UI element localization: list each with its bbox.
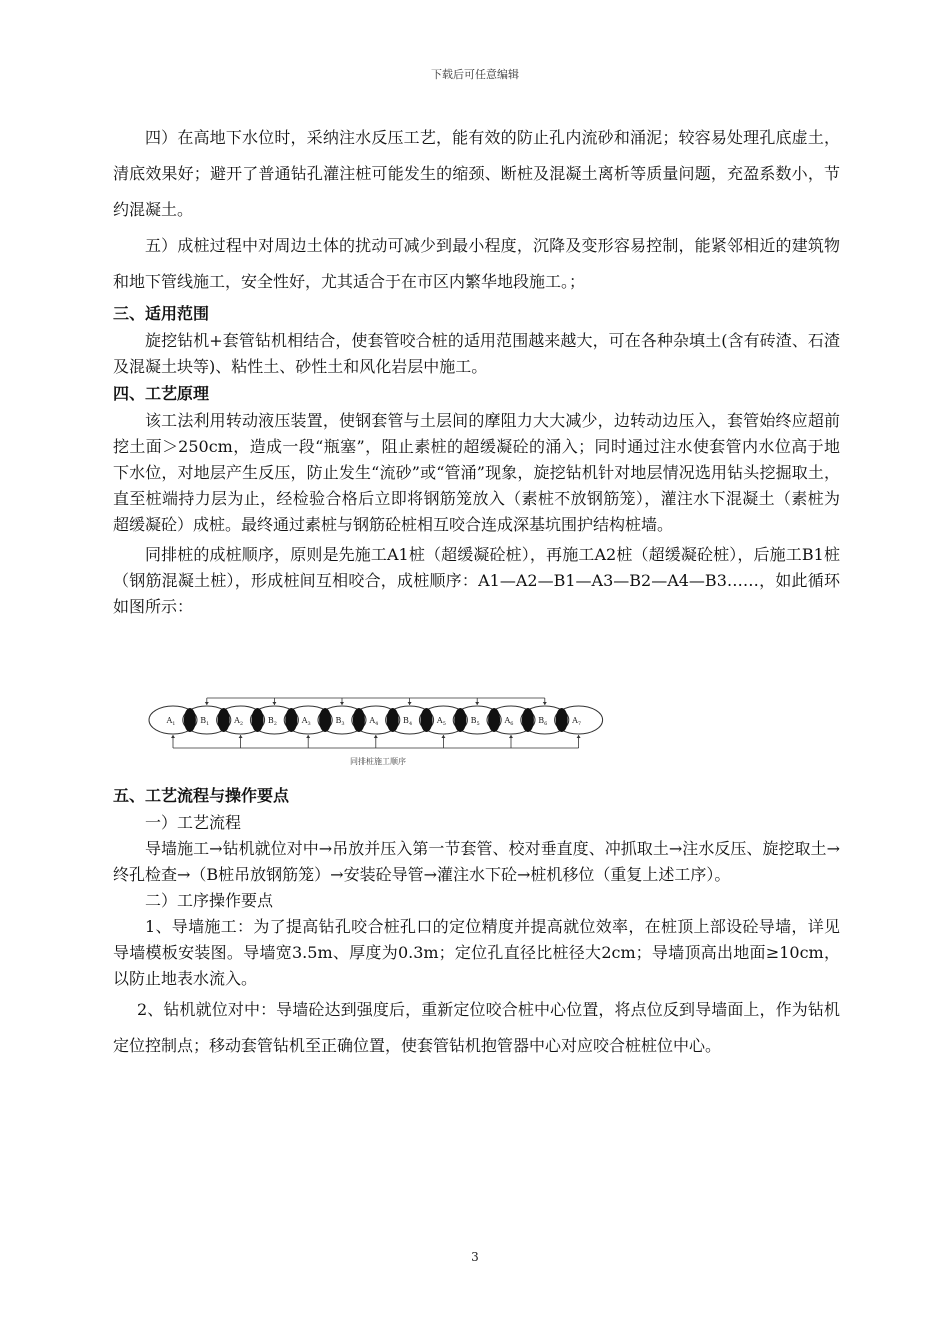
pile-label: $A_6$ bbox=[504, 716, 514, 727]
arrowhead bbox=[475, 702, 479, 705]
paragraph-principle: 该工法利用转动液压装置，使钢套管与土层间的摩阻力大大减少，边转动边压入，套管始终应超前挖土面＞250cm，造成一段“瓶塞”，阻止素桩的超缓凝砼的涌入；同时通过注水使套管内水位高于地下水位，对地层产生反压，防止发生“流砂”或“管涌”现象，旋挖钻机针对地层情况选用钻头挖掘取土，直至桩端持力层为止，经检验合格后立即将钢筋笼放入（素桩不放钢筋笼），灌注水下混凝土（素桩为超缓凝砼）成桩。最终通过素桩与钢筋砼桩相互咬合连成深基坑围护结构桩墙。 bbox=[113, 411, 840, 534]
overlap-mark bbox=[353, 708, 365, 732]
pile-label: $B_3$ bbox=[335, 716, 345, 727]
overlap-mark bbox=[285, 708, 297, 732]
pile-label: $A_7$ bbox=[572, 716, 582, 727]
pile-label: $A_4$ bbox=[369, 716, 379, 727]
paragraph-ops-2: 2、钻机就位对中：导墙砼达到强度后，重新定位咬合桩中心位置，将点位反到导墙面上，作为钻机定位控制点；移动套管钻机至正确位置，使套管钻机抱管器中心对应咬合桩桩位中心。 bbox=[113, 1000, 840, 1055]
arrowhead bbox=[205, 702, 209, 705]
paragraph-flow: 导墙施工→钻机就位对中→吊放并压入第一节套管、校对垂直度、冲抓取土→注水反压、旋挖取土→终孔检查→（B桩吊放钢筋笼）→安装砼导管→灌注水下砼→桩机移位（重复上述工序）。 bbox=[113, 839, 840, 884]
overlap-mark bbox=[218, 708, 230, 732]
overlap-mark bbox=[319, 708, 331, 732]
paragraph-four: 四）在高地下水位时，采纳注水反压工艺，能有效的防止孔内流砂和涌泥；较容易处理孔底虚土，清底效果好；避开了普通钻孔灌注桩可能发生的缩颈、断桩及混凝土离析等质量问题，充盈系数小，节约混凝土。 bbox=[113, 128, 840, 219]
paragraph-ops-1: 1、导墙施工：为了提高钻孔咬合桩孔口的定位精度并提高就位效率，在桩顶上部设砼导墙，详见导墙模板安装图。导墙宽3.5m、厚度为0.3m；定位孔直径比桩径大2cm；导墙顶高出地面≥10cm，以防止地表水流入。 bbox=[113, 917, 840, 988]
arrowhead bbox=[543, 702, 547, 705]
arrowhead bbox=[577, 735, 581, 738]
pile-label: $A_5$ bbox=[436, 716, 446, 727]
pile-label: $A_3$ bbox=[301, 716, 311, 727]
overlap-mark bbox=[421, 708, 433, 732]
pile-label: $B_1$ bbox=[200, 716, 210, 727]
section-heading-scope: 三、适用范围 bbox=[113, 304, 210, 323]
pile-label: $B_2$ bbox=[267, 716, 277, 727]
pile-label: $A_1$ bbox=[166, 716, 176, 727]
page-number: 3 bbox=[471, 1250, 479, 1264]
page-header: 下载后可任意编辑 bbox=[431, 68, 519, 81]
pile-label: $B_5$ bbox=[470, 716, 480, 727]
overlap-mark bbox=[522, 708, 534, 732]
pile-sequence-diagram bbox=[148, 692, 608, 772]
overlap-mark bbox=[387, 708, 399, 732]
pile-sequence-figure bbox=[113, 630, 840, 782]
overlap-mark bbox=[252, 708, 264, 732]
pile-label: $B_4$ bbox=[403, 716, 413, 727]
section-heading-flow: 五、工艺流程与操作要点 bbox=[113, 786, 290, 805]
overlap-mark bbox=[488, 708, 500, 732]
flow-subtitle: 一）工艺流程 bbox=[145, 813, 242, 832]
arrowhead bbox=[374, 735, 378, 738]
pile-label: $B_6$ bbox=[538, 716, 548, 727]
overlap-mark bbox=[556, 708, 568, 732]
arrowhead bbox=[239, 735, 243, 738]
paragraph-order: 同排桩的成桩顺序，原则是先施工A1桩（超缓凝砼桩），再施工A2桩（超缓凝砼桩），后施工B1桩（钢筋混凝土桩），形成桩间互相咬合，成桩顺序：A1—A2—B1—A3—B2—A4—B3……，如此循环如图所示： bbox=[113, 545, 840, 616]
arrowhead bbox=[306, 735, 310, 738]
section-heading-principle: 四、工艺原理 bbox=[113, 384, 210, 403]
overlap-mark bbox=[184, 708, 196, 732]
arrowhead bbox=[272, 702, 276, 705]
document-body bbox=[113, 120, 840, 1064]
overlap-mark bbox=[454, 708, 466, 732]
operations-subtitle: 二）工序操作要点 bbox=[145, 891, 274, 910]
figure-caption: 同排桩施工顺序 bbox=[350, 757, 406, 766]
arrowhead bbox=[441, 735, 445, 738]
arrowhead bbox=[509, 735, 513, 738]
arrowhead bbox=[171, 735, 175, 738]
arrowhead bbox=[408, 702, 412, 705]
pile-label: $A_2$ bbox=[234, 716, 244, 727]
arrowhead bbox=[340, 702, 344, 705]
paragraph-five: 五）成桩过程中对周边土体的扰动可减少到最小程度，沉降及变形容易控制，能紧邻相近的建筑物和地下管线施工，安全性好，尤其适合于在市区内繁华地段施工。； bbox=[113, 236, 840, 291]
paragraph-scope: 旋挖钻机+套管钻机相结合，使套管咬合桩的适用范围越来越大，可在各种杂填土(含有砖渣、石渣及混凝土块等)、粘性土、砂性土和风化岩层中施工。 bbox=[113, 331, 840, 376]
